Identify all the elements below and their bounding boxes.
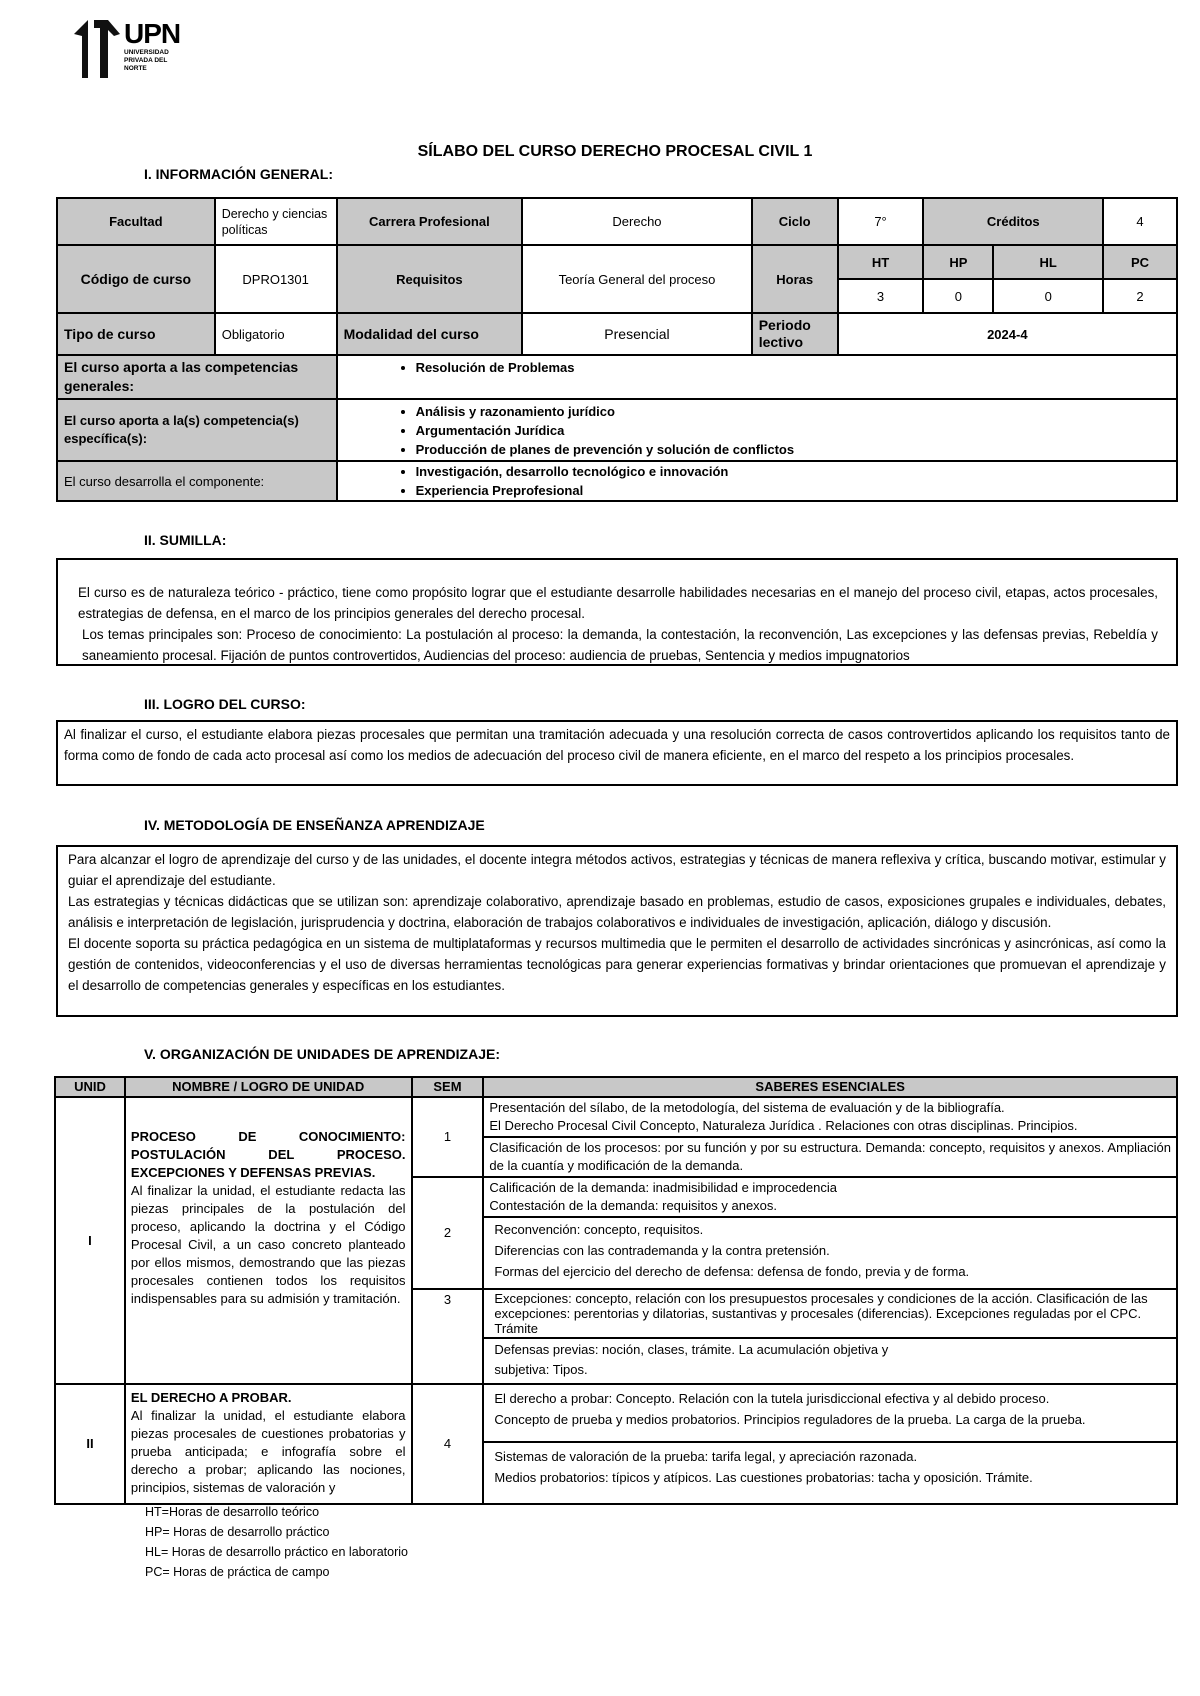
sumilla-box bbox=[56, 558, 1178, 666]
codigo-value: DPRO1301 bbox=[215, 245, 337, 313]
section-heading-metodologia: IV. METODOLOGÍA DE ENSEÑANZA APRENDIZAJE bbox=[144, 817, 485, 833]
header-saberes: SABERES ESENCIALES bbox=[483, 1077, 1177, 1097]
hl-value: 0 bbox=[993, 279, 1103, 313]
componente-cell bbox=[337, 461, 1177, 501]
comp-esp-list bbox=[338, 402, 1176, 459]
legend-item: HL= Horas de desarrollo práctico en laboratorio bbox=[145, 1545, 408, 1559]
sem-2: 2 bbox=[412, 1177, 484, 1289]
unit-1-name-cell bbox=[125, 1097, 412, 1384]
unit-2-name-cell bbox=[125, 1384, 412, 1504]
facultad-value: Derecho y ciencias políticas bbox=[215, 198, 337, 245]
section-heading-unidades: V. ORGANIZACIÓN DE UNIDADES DE APRENDIZAJE: bbox=[144, 1046, 501, 1062]
logro-box: Al finalizar el curso, el estudiante elabora piezas procesales que permitan una tramitación adecuada y una resolución correcta de casos controvertidos aplicando los requisitos tanto de forma como de fondo de cada acto procesal así como los medios de adecuación del proceso civil de manera eficiente, en el marco del respeto a los principios procesales. bbox=[56, 720, 1178, 786]
comp-gen-list bbox=[338, 358, 1176, 377]
unit-2-logro: Al finalizar la unidad, el estudiante elabora piezas procesales de cuestiones probatorias y prueba anticipada; e infografía sobre el derecho a probar; aplicando las nociones, principios, sistemas de valoración y bbox=[130, 1408, 406, 1495]
logo-subtext: UNIVERSIDAD PRIVADA DEL NORTE bbox=[124, 49, 169, 72]
saberes-4b bbox=[483, 1442, 1177, 1504]
saber-text: Concepto de prueba y medios probatorios. Principios reguladores de la prueba. La carga de la prueba. bbox=[494, 1412, 1086, 1427]
units-header-row bbox=[55, 1077, 1177, 1097]
upn-logo bbox=[74, 18, 194, 80]
unit-1-logro: Al finalizar la unidad, el estudiante redacta las piezas principales de la postulación del proceso, aplicando la doctrina y el Código Procesal Civil, a un caso concreto planteado por ellos mismos, demostrando que las piezas procesales contienen todos los requisitos indispensables para su admisión y tramitación. bbox=[130, 1183, 406, 1306]
header-unid: UNID bbox=[55, 1077, 125, 1097]
componente-label: El curso desarrolla el componente: bbox=[57, 461, 337, 501]
pc-value: 2 bbox=[1103, 279, 1177, 313]
sem-1: 1 bbox=[412, 1097, 484, 1177]
comp-gen-cell bbox=[337, 355, 1177, 399]
list-item: • Experiencia Preprofesional bbox=[416, 481, 1176, 500]
list-item: • Argumentación Jurídica bbox=[416, 421, 1176, 440]
list-item: • Producción de planes de prevención y solución de conflictos bbox=[416, 440, 1176, 459]
metodologia-paragraph-2: Las estrategias y técnicas didácticas que se utilizan son: aprendizaje colaborativo, aprendizaje basado en problemas, estudio de casos, exposiciones grupales e individuales, debates, análisis e interpretación de legislación, jurisprudencia y doctrina, elaboración de trabajos colaborativos e individuales de investigación, aplicación, diálogo y discusión. bbox=[68, 894, 1166, 930]
modalidad-value: Presencial bbox=[522, 313, 752, 355]
hp-value: 0 bbox=[923, 279, 993, 313]
metodologia-paragraph-3: El docente soporta su práctica pedagógica en un sistema de multiplataformas y recursos multimedia que le permiten el desarrollo de actividades sincrónicas y asincrónicas, así como la gestión de contenidos, videoconferencias y el uso de diversas herramientas tecnológicas para generar experiencias formativas y brindar orientaciones que promuevan el aprendizaje y el desarrollo de competencias generales y específicas en los estudiantes. bbox=[68, 936, 1166, 993]
hours-legend bbox=[145, 1502, 408, 1582]
ciclo-label: Ciclo bbox=[752, 198, 838, 245]
saber-text: Formas del ejercicio del derecho de defensa: defensa de fondo, previa y de forma. bbox=[494, 1264, 970, 1279]
sumilla-paragraph-2: Los temas principales son: Proceso de conocimiento: La postulación al proceso: la demanda, la contestación, la reconvención, Las excepciones y las defensas previas, Rebeldía y saneamiento procesal. Fijación de puntos controvertidos, Audiencias del proceso: audiencia de pruebas, Sentencia y medios impugnatorios bbox=[82, 627, 1158, 663]
comp-esp-cell bbox=[337, 399, 1177, 461]
list-item: • Investigación, desarrollo tecnológico e innovación bbox=[416, 462, 1176, 481]
hp-label: HP bbox=[923, 245, 993, 279]
ht-label: HT bbox=[838, 245, 924, 279]
unit-1-name: PROCESO DE CONOCIMIENTO: POSTULACIÓN DEL PROCESO. EXCEPCIONES Y DEFENSAS PREVIAS. bbox=[130, 1129, 406, 1180]
tipo-value: Obligatorio bbox=[215, 313, 337, 355]
saberes-2b bbox=[483, 1217, 1177, 1289]
saber-text: Medios probatorios: típicos y atípicos. Las cuestiones probatorias: tacha y oposición. Trámite. bbox=[494, 1470, 1033, 1485]
section-heading-info: I. INFORMACIÓN GENERAL: bbox=[144, 166, 333, 182]
saberes-4a bbox=[483, 1384, 1177, 1442]
saberes-1a bbox=[483, 1097, 1177, 1137]
saberes-1b: Clasificación de los procesos: por su función y por su estructura. Demanda: concepto, requisitos y anexos. Ampliación de la cuantía y modificación de la demanda. bbox=[483, 1137, 1177, 1177]
saber-text: subjetiva: Tipos. bbox=[494, 1362, 588, 1377]
horas-label: Horas bbox=[752, 245, 838, 313]
saber-text: Sistemas de valoración de la prueba: tarifa legal, y apreciación razonada. bbox=[494, 1449, 918, 1464]
codigo-label: Código de curso bbox=[57, 245, 215, 313]
facultad-label: Facultad bbox=[57, 198, 215, 245]
creditos-label: Créditos bbox=[923, 198, 1103, 245]
legend-item: HP= Horas de desarrollo práctico bbox=[145, 1525, 330, 1539]
header-nombre: NOMBRE / LOGRO DE UNIDAD bbox=[125, 1077, 412, 1097]
hl-label: HL bbox=[993, 245, 1103, 279]
saber-text: El Derecho Procesal Civil Concepto, Naturaleza Jurídica . Relaciones con otras disciplinas. Principios. bbox=[489, 1118, 1078, 1133]
ciclo-value: 7° bbox=[838, 198, 924, 245]
requisitos-value: Teoría General del proceso bbox=[522, 245, 752, 313]
carrera-label: Carrera Profesional bbox=[337, 198, 523, 245]
metodologia-box bbox=[56, 845, 1178, 1017]
carrera-value: Derecho bbox=[522, 198, 752, 245]
sem-3: 3 bbox=[412, 1289, 484, 1384]
saber-text: El derecho a probar: Concepto. Relación con la tutela jurisdiccional efectiva y al debido proceso. bbox=[494, 1391, 1050, 1406]
tipo-label: Tipo de curso bbox=[57, 313, 215, 355]
periodo-label: Periodo lectivo bbox=[752, 313, 838, 355]
saber-text: Presentación del sílabo, de la metodología, del sistema de evaluación y de la bibliografía. bbox=[489, 1100, 1005, 1115]
pc-label: PC bbox=[1103, 245, 1177, 279]
logo-text: UPN bbox=[124, 18, 181, 49]
modalidad-label: Modalidad del curso bbox=[337, 313, 523, 355]
list-item: • Análisis y razonamiento jurídico bbox=[416, 402, 1176, 421]
section-heading-sumilla: II. SUMILLA: bbox=[144, 532, 227, 548]
saberes-3b bbox=[483, 1338, 1177, 1384]
page-title: SÍLABO DEL CURSO DERECHO PROCESAL CIVIL 1 bbox=[417, 143, 813, 160]
list-item: • Resolución de Problemas bbox=[416, 358, 1176, 377]
info-table bbox=[56, 197, 1178, 502]
legend-item: HT=Horas de desarrollo teórico bbox=[145, 1505, 320, 1519]
ht-value: 3 bbox=[838, 279, 924, 313]
unit-1-id: I bbox=[55, 1097, 125, 1384]
saber-text: Calificación de la demanda: inadmisibilidad e improcedencia bbox=[489, 1180, 837, 1195]
units-table bbox=[54, 1076, 1178, 1505]
creditos-value: 4 bbox=[1103, 198, 1177, 245]
saber-text: Defensas previas: noción, clases, trámite. La acumulación objetiva y bbox=[494, 1342, 889, 1357]
requisitos-label: Requisitos bbox=[337, 245, 523, 313]
componente-list bbox=[338, 462, 1176, 500]
sem-4: 4 bbox=[412, 1384, 484, 1504]
comp-gen-label: El curso aporta a las competencias generales: bbox=[57, 355, 337, 399]
saberes-2a bbox=[483, 1177, 1177, 1217]
unit-2-name: EL DERECHO A PROBAR. bbox=[130, 1390, 292, 1405]
unit-2-id: II bbox=[55, 1384, 125, 1504]
periodo-value: 2024-4 bbox=[838, 313, 1177, 355]
upn-logo-mark bbox=[74, 20, 122, 78]
saberes-3a: Excepciones: concepto, relación con los presupuestos procesales y condiciones de la acción. Clasificación de las excepciones: perentorias y dilatorias, sustantivas y procesales (diferencias). Excepciones reguladas por el CPC. Trámite bbox=[483, 1289, 1177, 1338]
saber-text: Contestación de la demanda: requisitos y anexos. bbox=[489, 1198, 778, 1213]
metodologia-paragraph-1: Para alcanzar el logro de aprendizaje del curso y de las unidades, el docente integra métodos activos, estrategias y técnicas de manera reflexiva y crítica, buscando motivar, estimular y guiar el aprendizaje del estudiante. bbox=[68, 852, 1166, 888]
section-heading-logro: III. LOGRO DEL CURSO: bbox=[144, 696, 306, 712]
sumilla-paragraph-1: El curso es de naturaleza teórico - práctico, tiene como propósito lograr que el estudiante desarrolle habilidades necesarias en el manejo del proceso civil, etapas, actos procesales, estrategias de defensa, en el marco de los principios generales del derecho procesal. bbox=[78, 585, 1158, 621]
saber-text: Reconvención: concepto, requisitos. bbox=[494, 1222, 704, 1237]
legend-item: PC= Horas de práctica de campo bbox=[145, 1565, 330, 1579]
header-sem: SEM bbox=[412, 1077, 484, 1097]
comp-esp-label: El curso aporta a la(s) competencia(s) específica(s): bbox=[57, 399, 337, 461]
saber-text: Diferencias con las contrademanda y la contra pretensión. bbox=[494, 1243, 830, 1258]
